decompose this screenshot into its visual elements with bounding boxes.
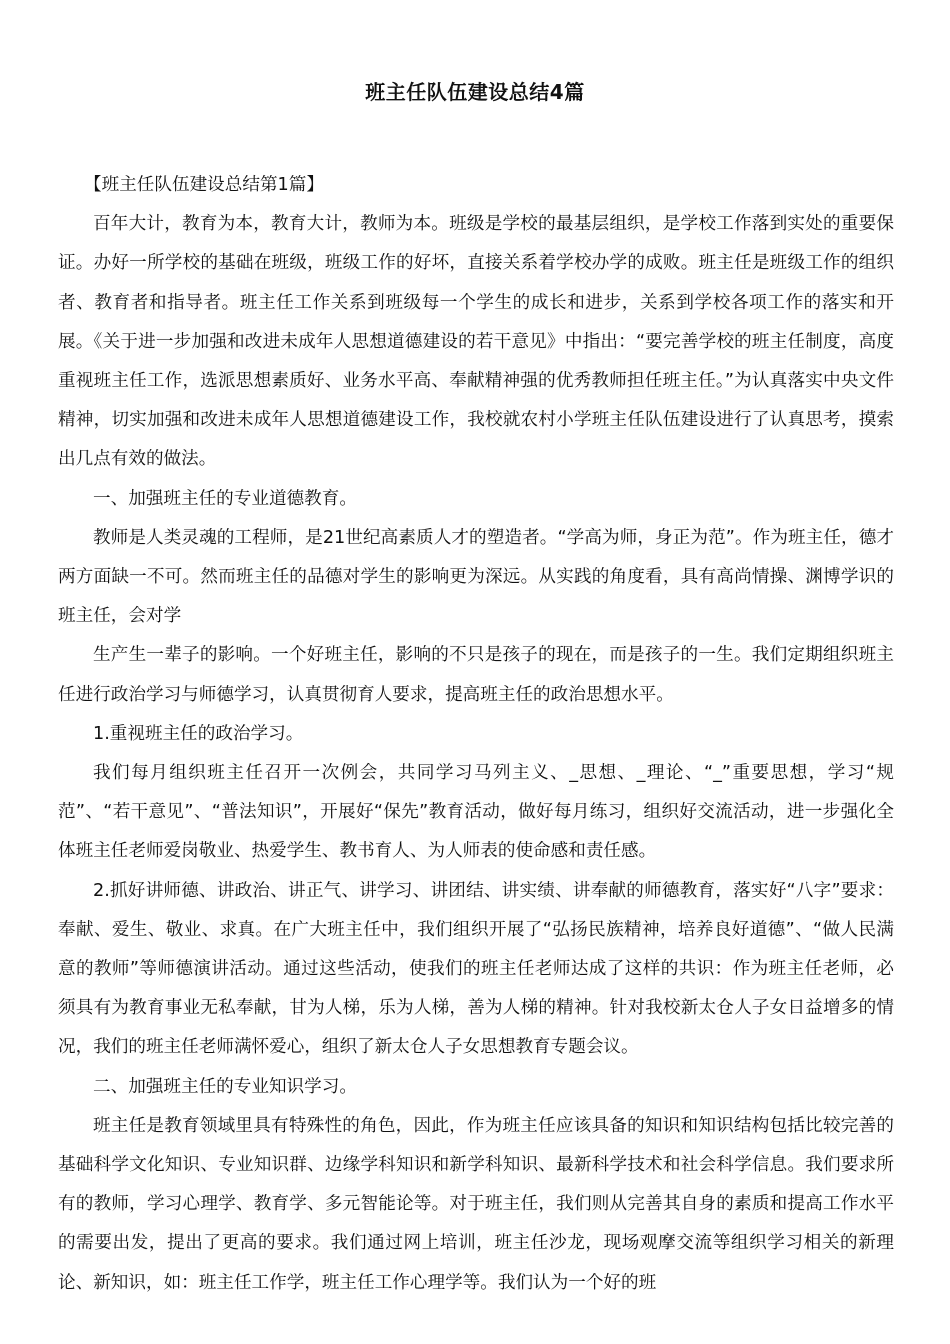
paragraph: 我们每月组织班主任召开一次例会，共同学习马列主义、_思想、_理论、“_”重要思想，学习“规范”、“若干意见”、“普法知识”，开展好“保先”教育活动，做好每月练习，组织好交流活动，进一步强化全体班主任老师爱岗敬业、热爱学生、教书育人、为人师表的使命感和责任感。 bbox=[58, 763, 894, 862]
section-heading-1: 一、加强班主任的专业道德教育。 bbox=[93, 488, 357, 509]
section-heading-2: 二、加强班主任的专业知识学习。 bbox=[93, 1076, 357, 1097]
paragraph-intro: 百年大计，教育为本，教育大计，教师为本。班级是学校的最基层组织，是学校工作落到实处的重要保证。办好一所学校的基础在班级，班级工作的好坏，直接关系着学校办学的成败。班主任是班级工作的组织者、教育者和指导者。班主任工作关系到班级每一个学生的成长和进步，关系到学校各项工作的落实和开展。《关于进一步加强和改进未成年人思想道德建设的若干意见》中指出：“要完善学校的班主任制度，高度重视班主任工作，选派思想素质好、业务水平高、奉献精神强的优秀教师担任班主任。”为认真落实中央文件精神，切实加强和改进未成年人思想道德建设工作，我校就农村小学班主任队伍建设进行了认真思考，摸索出几点有效的做法。 bbox=[58, 214, 894, 470]
document-body bbox=[58, 166, 894, 1303]
subheading-1: 1.重视班主任的政治学习。 bbox=[93, 723, 304, 744]
paragraph: 班主任是教育领域里具有特殊性的角色，因此，作为班主任应该具备的知识和知识结构包括比较完善的基础科学文化知识、专业知识群、边缘学科知识和新学科知识、最新科学技术和社会科学信息。我们要求所有的教师，学习心理学、教育学、多元智能论等。对于班主任，我们则从完善其自身的素质和提高工作水平的需要出发，提出了更高的要求。我们通过网上培训，班主任沙龙，现场观摩交流等组织学习相关的新理论、新知识，如：班主任工作学，班主任工作心理学等。我们认为一个好的班 bbox=[58, 1115, 894, 1293]
paragraph: 教师是人类灵魂的工程师，是21世纪高素质人才的塑造者。“学高为师，身正为范”。作为班主任，德才两方面缺一不可。然而班主任的品德对学生的影响更为深远。从实践的角度看，具有高尚情操、渊博学识的班主任，会对学 bbox=[58, 527, 894, 627]
paragraph: 生产生一辈子的影响。一个好班主任，影响的不只是孩子的现在，而是孩子的一生。我们定期组织班主任进行政治学习与师德学习，认真贯彻育人要求，提高班主任的政治思想水平。 bbox=[58, 645, 894, 705]
article-heading: 【班主任队伍建设总结第1篇】 bbox=[84, 175, 324, 195]
paragraph: 2.抓好讲师德、讲政治、讲正气、讲学习、讲团结、讲实绩、讲奉献的师德教育，落实好“八字”要求：奉献、爱生、敬业、求真。在广大班主任中，我们组织开展了“弘扬民族精神，培养良好道德”、“做人民满意的教师”等师德演讲活动。通过这些活动，使我们的班主任老师达成了这样的共识：作为班主任老师，必须具有为教育事业无私奉献，甘为人梯，乐为人梯，善为人梯的精神。针对我校新太仓人子女日益增多的情况，我们的班主任老师满怀爱心，组织了新太仓人子女思想教育专题会议。 bbox=[58, 880, 894, 1058]
document-title: 班主任队伍建设总结4篇 bbox=[365, 80, 585, 104]
